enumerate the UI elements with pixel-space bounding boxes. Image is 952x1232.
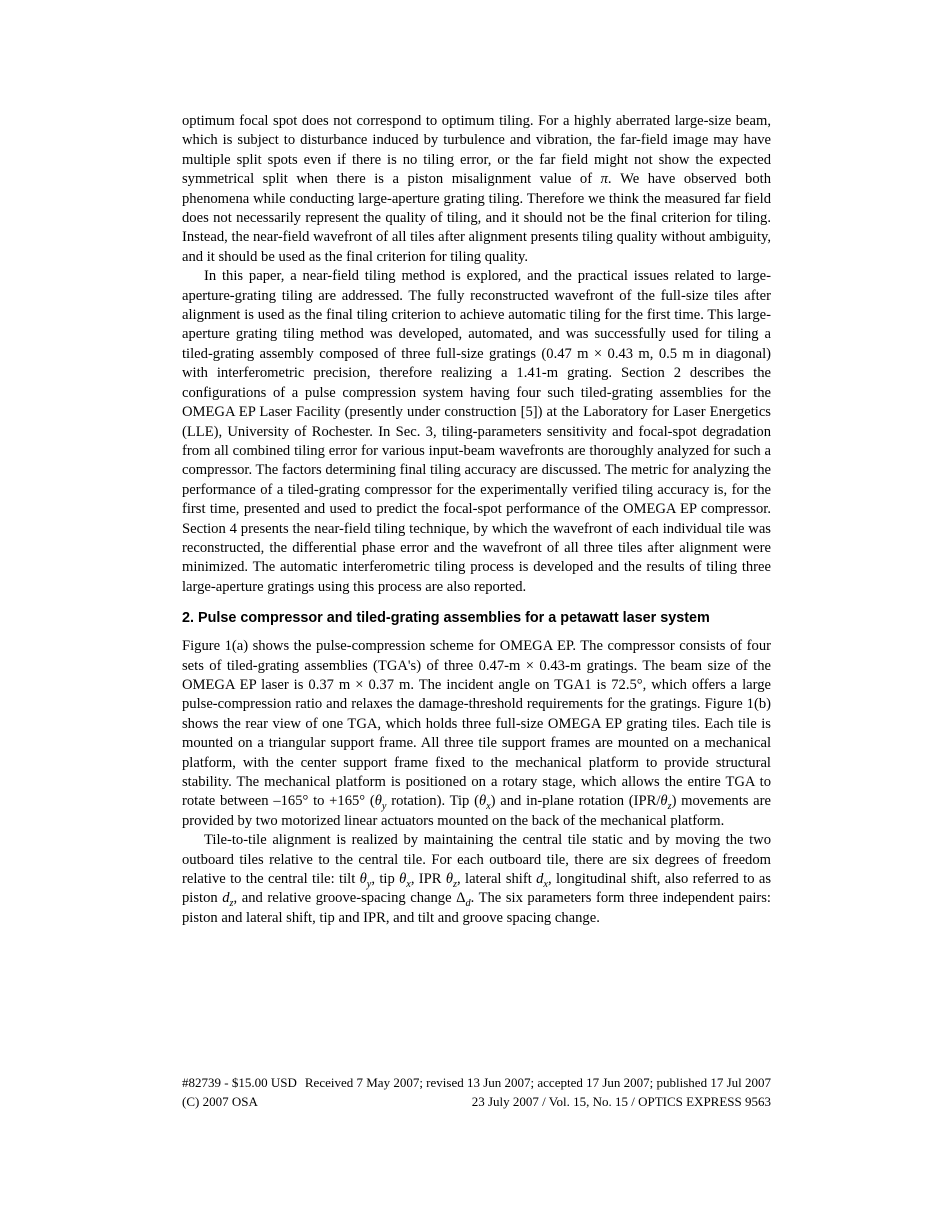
footer-received-dates: Received 7 May 2007; revised 13 Jun 2007; accepted 17 Jun 2007; published 17 Jul 2007 bbox=[304, 1075, 771, 1090]
footer-copyright: (C) 2007 OSA bbox=[182, 1093, 258, 1109]
footer-row-1 bbox=[182, 1074, 771, 1093]
footer-paper-id: #82739 - $15.00 USD bbox=[182, 1075, 297, 1090]
paragraph-3: Figure 1(a) shows the pulse-compression scheme for OMEGA EP. The compressor consists of four sets of tiled-grating assemblies (TGA's) of three 0.47-m × 0.43-m gratings. The beam size of the OMEGA EP laser is 0.37 m × 0.37 m. The incident angle on TGA1 is 72.5°, which offers a large pulse-compression ratio and relaxes the damage-threshold requirements for the gratings. Figure 1(b) shows the rear view of one TGA, which holds three full-size OMEGA EP grating tiles. Each tile is mounted on a triangular support frame. All three tile support frames are mounted on a mechanical platform, with the center support frame fixed to the mechanical platform to provide structural stability. The mechanical platform is positioned on a rotary stage, which allows the entire TGA to rotate between –165° to +165° ($\theta_y$ rotation). Tip $(\theta_x)$ and in-plane rotation $(IPR/\theta_z)$ movements are provided by two motorized linear actuators mounted on the back of the mechanical platform. bbox=[182, 638, 772, 829]
footer-row-2 bbox=[182, 1093, 771, 1112]
page-footer bbox=[182, 1074, 771, 1111]
article-body bbox=[182, 112, 771, 928]
paragraph-1: optimum focal spot does not correspond to optimum tiling. For a highly aberrated large-size beam, which is subject to disturbance induced by turbulence and vibration, the far-field image may have multiple split spots even if there is no tiling error, or the far field might not show the expected symmetrical split when there is a piston misalignment value of π. We have observed both phenomena while conducting large-aperture grating tiling. Therefore we think the measured far field does not necessarily represent the quality of tiling, and it should not be the final criterion for tiling. Instead, the near-field wavefront of all tiles after alignment presents tiling quality without ambiguity, and it should be used as the final criterion for tiling quality. bbox=[182, 113, 772, 265]
footer-citation: 23 July 2007 / Vol. 15, No. 15 / OPTICS EXPRESS 9563 bbox=[471, 1093, 771, 1109]
section-heading: 2. Pulse compressor and tiled-grating assemblies for a petawatt laser system bbox=[182, 610, 710, 627]
paragraph-4: Tile-to-tile alignment is realized by maintaining the central tile static and by moving the two outboard tiles relative to the central tile. For each outboard tile, there are six degrees of freedom relative to the central tile: tilt $\theta_y$, tip $\theta_x$, IPR $\theta_z$, lateral shift $d_x$, longitudinal shift, also referred to as piston $d_z$, and relative groove-spacing change $\Delta_d$. The six parameters form three independent pairs: piston and lateral shift, tip and IPR, and tilt and groove spacing change. bbox=[182, 832, 772, 926]
paragraph-2: In this paper, a near-field tiling method is explored, and the practical issues related to large-aperture-grating tiling are addressed. The fully reconstructed wavefront of the full-size tiles after alignment is used as the final tiling criterion to achieve automatic tiling for the first time. This large-aperture grating tiling method was developed, automated, and was successfully used for tiling a tiled-grating assembly composed of three full-size gratings (0.47 m × 0.43 m, 0.5 m in diagonal) with interferometric precision, therefore realizing a 1.41-m grating. Section 2 describes the configurations of a pulse compression system having four such tiled-grating assemblies for the OMEGA EP Laser Facility (presently under construction [5]) at the Laboratory for Laser Energetics (LLE), University of Rochester. In Sec. 3, tiling-parameters sensitivity and focal-spot degradation from all combined tiling error for various input-beam wavefronts are thoroughly analyzed for such a compressor. The factors determining final tiling accuracy are discussed. The metric for analyzing the performance of a tiled-grating compressor for the experimentally verified tiling accuracy is, for the first time, presented and used to predict the focal-spot performance of the OMEGA EP compressor. Section 4 presents the near-field tiling technique, by which the wavefront of each individual tile was reconstructed, the differential phase error and the wavefront of all three tiles after alignment were minimized. The automatic interferometric tiling process is developed and the results of tiling three large-aperture gratings using this process are also reported. bbox=[182, 268, 771, 595]
